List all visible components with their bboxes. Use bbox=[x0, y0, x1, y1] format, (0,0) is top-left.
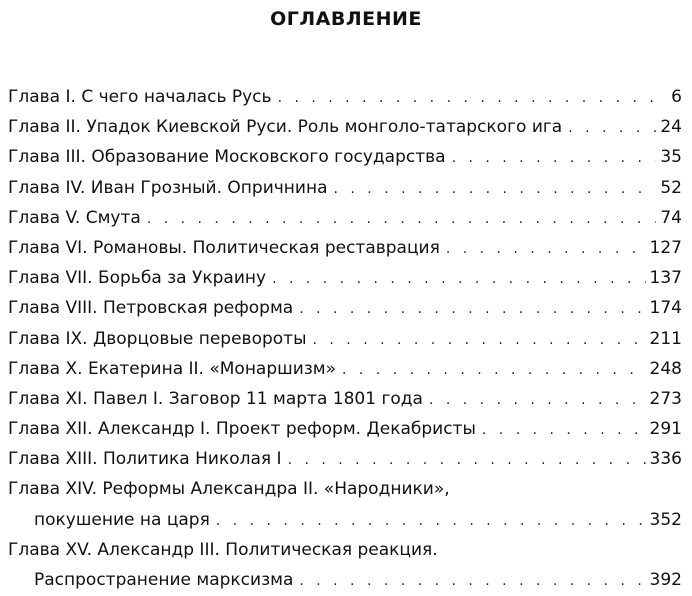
chapter-title: Глава XV. Александр III. Политическая реакция. bbox=[8, 539, 438, 560]
toc-entry-14 bbox=[8, 474, 682, 534]
toc-line bbox=[8, 324, 682, 354]
table-of-contents bbox=[8, 82, 682, 595]
toc-entry-3 bbox=[8, 142, 682, 172]
chapter-title: Глава X. Екатерина II. «Монаршизм» bbox=[8, 358, 337, 379]
toc-line-continuation bbox=[8, 505, 682, 535]
toc-line bbox=[8, 535, 682, 565]
toc-entry-2 bbox=[8, 112, 682, 142]
page-number: 392 bbox=[649, 570, 682, 590]
dot-leader bbox=[299, 566, 645, 596]
toc-entry-13 bbox=[8, 444, 682, 474]
page-number: 336 bbox=[649, 449, 682, 470]
toc-line bbox=[8, 293, 682, 323]
toc-line bbox=[8, 414, 682, 444]
chapter-title-continuation: Распространение марксизма bbox=[34, 570, 294, 590]
chapter-title: Глава VI. Романовы. Политическая реставрация bbox=[8, 237, 440, 258]
toc-entry-8 bbox=[8, 293, 682, 323]
chapter-title: Глава XII. Александр I. Проект реформ. Декабристы bbox=[8, 419, 476, 440]
page-number: 6 bbox=[671, 87, 682, 107]
toc-line bbox=[8, 263, 682, 293]
chapter-title: Глава XIII. Политика Николая I bbox=[8, 449, 282, 470]
chapter-title-continuation: покушение на царя bbox=[34, 509, 210, 530]
dot-leader bbox=[342, 355, 646, 385]
toc-line bbox=[8, 112, 682, 142]
toc-line bbox=[8, 444, 682, 474]
toc-entry-15 bbox=[8, 535, 682, 595]
chapter-title: Глава XI. Павел I. Заговор 11 марта 1801 года bbox=[8, 388, 423, 409]
dot-leader bbox=[334, 174, 657, 204]
page-number: 52 bbox=[660, 177, 682, 198]
dot-leader bbox=[313, 325, 646, 355]
dot-leader bbox=[452, 143, 657, 173]
page-number: 74 bbox=[660, 207, 682, 228]
toc-entry-7 bbox=[8, 263, 682, 293]
toc-line bbox=[8, 354, 682, 384]
page-number: 24 bbox=[660, 117, 682, 138]
toc-entry-6 bbox=[8, 233, 682, 263]
toc-entry-10 bbox=[8, 354, 682, 384]
page-number: 273 bbox=[649, 388, 682, 409]
chapter-title: Глава III. Образование Московского государства bbox=[8, 147, 446, 168]
page-number: 248 bbox=[649, 358, 682, 379]
dot-leader bbox=[446, 234, 646, 264]
toc-entry-4 bbox=[8, 173, 682, 203]
toc-entry-9 bbox=[8, 324, 682, 354]
chapter-title: Глава VIII. Петровская реформа bbox=[8, 298, 294, 319]
toc-entry-1 bbox=[8, 82, 682, 112]
chapter-title: Глава IV. Иван Грозный. Опричнина bbox=[8, 177, 328, 198]
page-title: ОГЛАВЛЕНИЕ bbox=[270, 8, 422, 30]
dot-leader bbox=[429, 385, 646, 415]
toc-line bbox=[8, 173, 682, 203]
toc-entry-11 bbox=[8, 384, 682, 414]
page-number: 352 bbox=[649, 509, 682, 530]
page-number: 291 bbox=[649, 419, 682, 440]
toc-line bbox=[8, 474, 682, 504]
chapter-title: Глава IX. Дворцовые перевороты bbox=[8, 328, 307, 349]
dot-leader bbox=[278, 83, 668, 113]
chapter-title: Глава V. Смута bbox=[8, 207, 141, 228]
toc-entry-5 bbox=[8, 203, 682, 233]
dot-leader bbox=[288, 445, 646, 475]
toc-entry-12 bbox=[8, 414, 682, 444]
page-number: 35 bbox=[660, 147, 682, 168]
chapter-title: Глава I. С чего началась Русь bbox=[8, 87, 272, 107]
dot-leader bbox=[482, 415, 646, 445]
toc-line bbox=[8, 203, 682, 233]
dot-leader bbox=[272, 264, 645, 294]
toc-line bbox=[8, 384, 682, 414]
toc-line bbox=[8, 82, 682, 112]
toc-line bbox=[8, 233, 682, 263]
dot-leader bbox=[299, 294, 645, 324]
chapter-title: Глава II. Упадок Киевской Руси. Роль монголо-татарского ига bbox=[8, 117, 563, 138]
toc-line-continuation bbox=[8, 565, 682, 595]
page-number: 127 bbox=[649, 237, 682, 258]
dot-leader bbox=[568, 113, 656, 143]
toc-line bbox=[8, 142, 682, 172]
chapter-title: Глава VII. Борьба за Украину bbox=[8, 268, 267, 289]
dot-leader bbox=[147, 204, 657, 234]
page-number: 211 bbox=[649, 328, 682, 349]
chapter-title: Глава XIV. Реформы Александра II. «Народники», bbox=[8, 479, 450, 500]
dot-leader bbox=[216, 506, 646, 536]
page-number: 174 bbox=[649, 298, 682, 319]
page-number: 137 bbox=[649, 268, 682, 289]
